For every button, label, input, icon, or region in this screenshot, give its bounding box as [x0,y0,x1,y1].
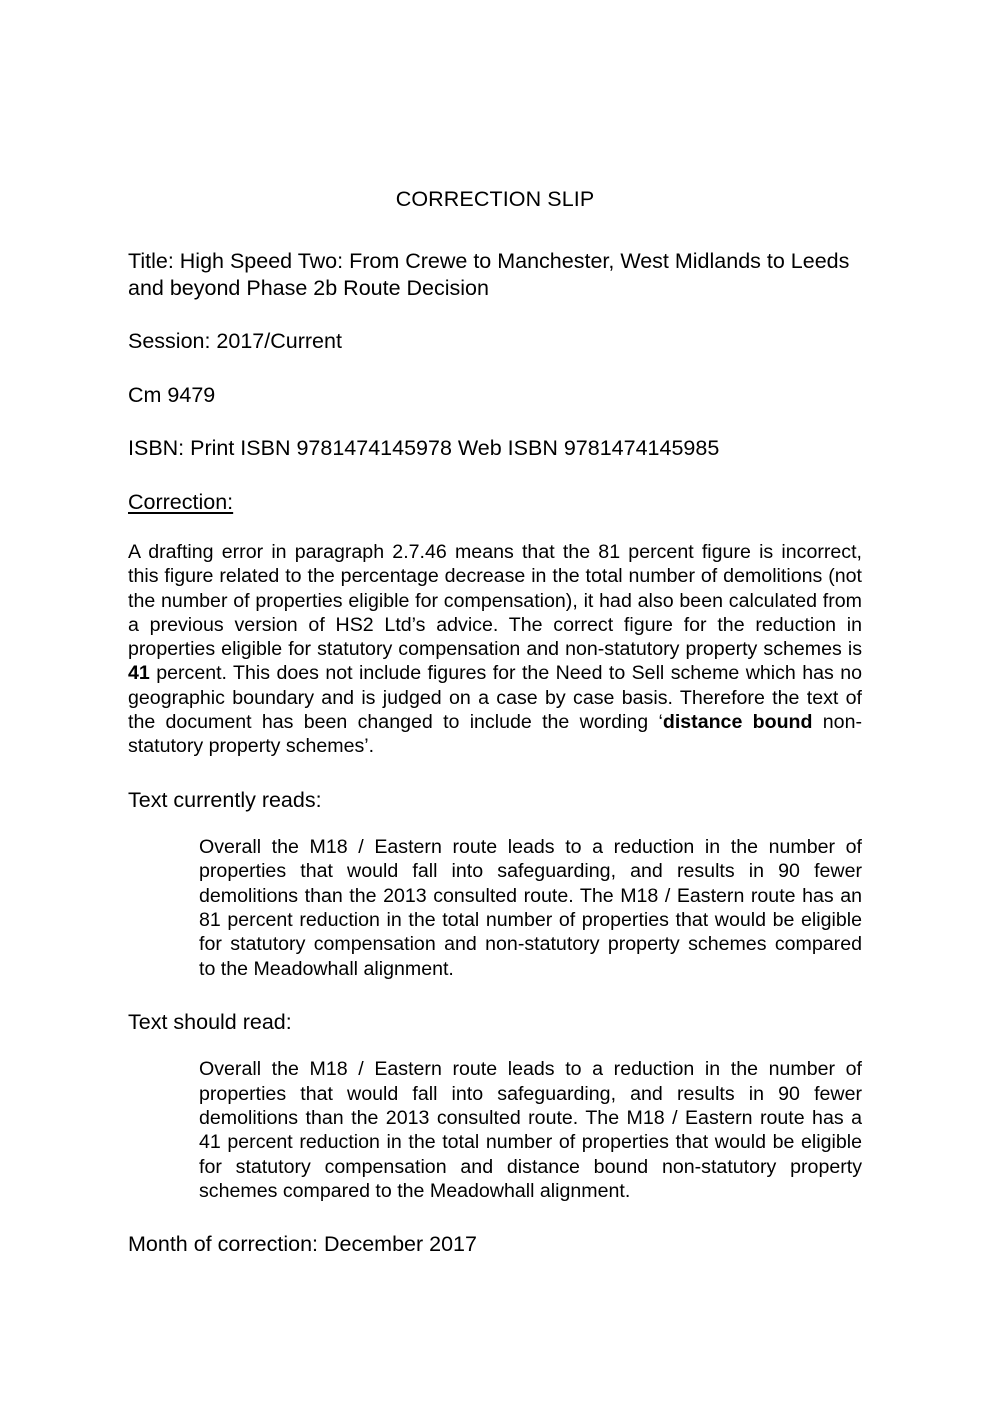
should-read-quote: Overall the M18 / Eastern route leads to a reduction in the number of properties that would fall into safeguarding, and results in 90 fewer demolitions than the 2013 consulted route. The M18 / Eastern route has a 41 percent reduction in the total number of properties that would be eligible for statutory compensation and distance bound non-statutory property schemes compared to the Meadowhall alignment. [199,1058,862,1202]
isbn-line: ISBN: Print ISBN 9781474145978 Web ISBN 9781474145985 [128,436,720,460]
page-title: CORRECTION SLIP [395,187,595,211]
correction-heading [128,489,862,516]
publication-title: Title: High Speed Two: From Crewe to Manchester, West Midlands to Leeds and beyond Phase 2b Route Decision [128,249,850,300]
month-of-correction: Month of correction: December 2017 [128,1232,477,1257]
command-number-line: Cm 9479 [128,382,216,407]
correction-text-part-1: A drafting error in paragraph 2.7.46 means that the 81 percent figure is incorrect, this figure related to the percentage decrease in the total number of demolitions (not the number of properties eligible for compensation), it had also been calculated from a previous version of HS2 Ltd’s advice. The correct figure for the reduction in properties eligible for statutory compensation and non-statutory property schemes is [128,541,862,661]
document-content [128,186,862,1258]
correction-paragraph [128,540,862,759]
correction-heading-label: Correction: [128,489,234,514]
correction-text-part-2: percent. This does not include figures for the Need to Sell scheme which has no geographic boundary and is judged on a case by case basis. Therefore the text of the document has been changed to include the wording ‘ [128,662,862,734]
currently-reads-label: Text currently reads: [128,787,322,812]
session-line: Session: 2017/Current [128,329,342,353]
should-read-label: Text should read: [128,1009,292,1034]
correction-figure-bold: 41 [128,662,150,685]
correction-wording-bold: distance bound [662,711,813,734]
currently-reads-quote: Overall the M18 / Eastern route leads to a reduction in the number of properties that would fall into safeguarding, and results in 90 fewer demolitions than the 2013 consulted route. The M18 / Eastern route has an 81 percent reduction in the total number of properties that would be eligible for statutory compensation and non-statutory property schemes compared to the Meadowhall alignment. [199,836,862,980]
correction-text-part-3: non-statutory property schemes’. [128,711,862,758]
